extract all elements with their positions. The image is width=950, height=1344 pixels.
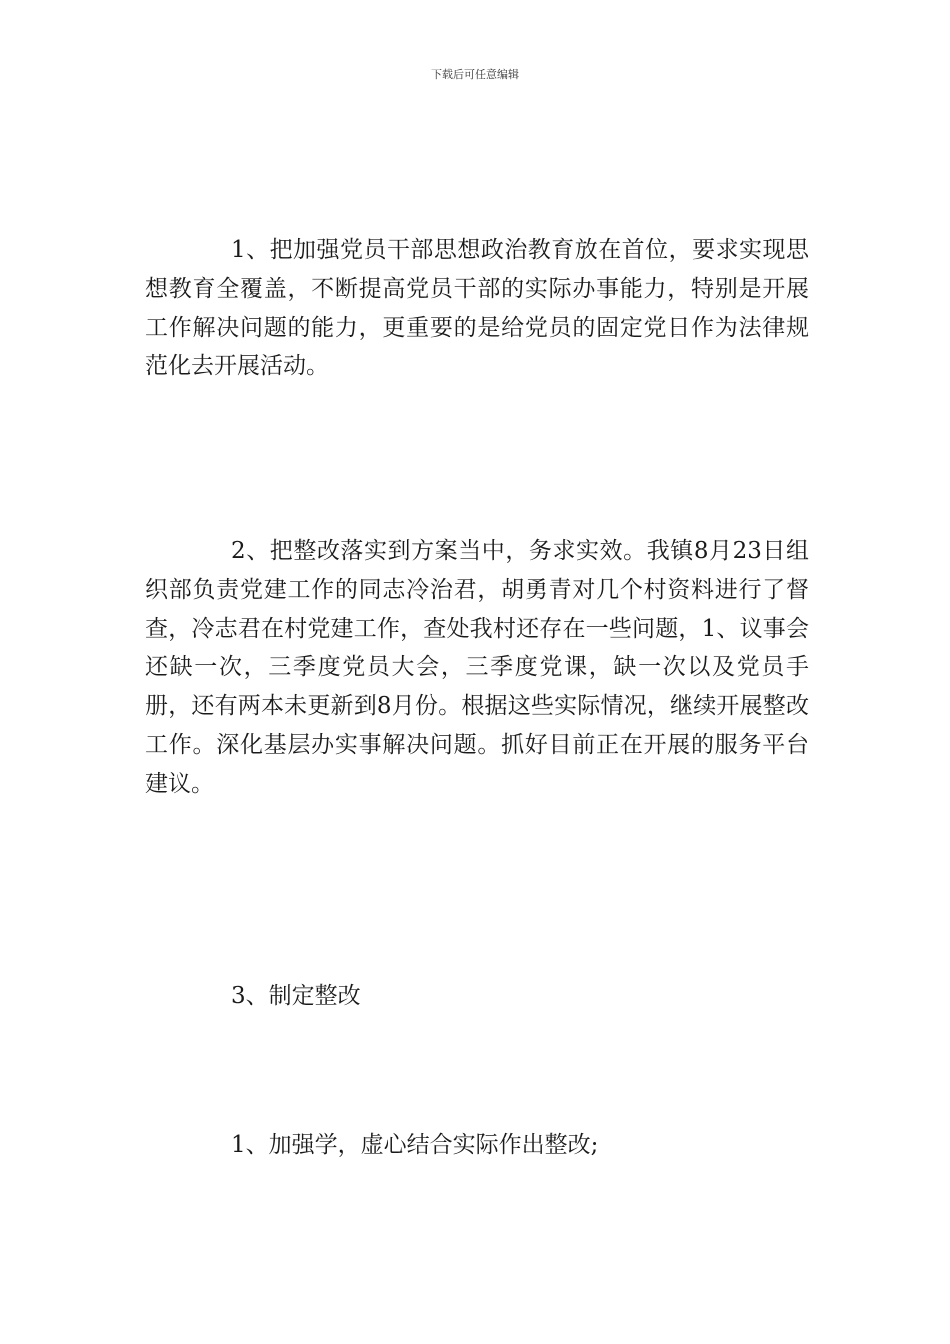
paragraph-1: 1、把加强党员干部思想政治教育放在首位，要求实现思想教育全覆盖，不断提高党员干部的实际办事能力，特别是开展工作解决问题的能力，更重要的是给党员的固定党日作为法律规范化去开展活动。 [145,237,809,380]
paragraph-3: 3、制定整改 [231,983,361,1009]
page-header: 下载后可任意编辑 [431,68,519,81]
paragraph-2: 2、把整改落实到方案当中，务求实效。我镇8月23日组织部负责党建工作的同志冷治君，胡勇青对几个村资料进行了督查，冷志君在村党建工作，查处我村还存在一些问题，1、议事会还缺一次，三季度党员大会，三季度党课，缺一次以及党员手册，还有两本未更新到8月份。根据这些实际情况，继续开展整改工作。深化基层办实事解决问题。抓好目前正在开展的服务平台建议。 [145,538,809,797]
paragraph-4: 1、加强学，虚心结合实际作出整改; [231,1132,599,1158]
